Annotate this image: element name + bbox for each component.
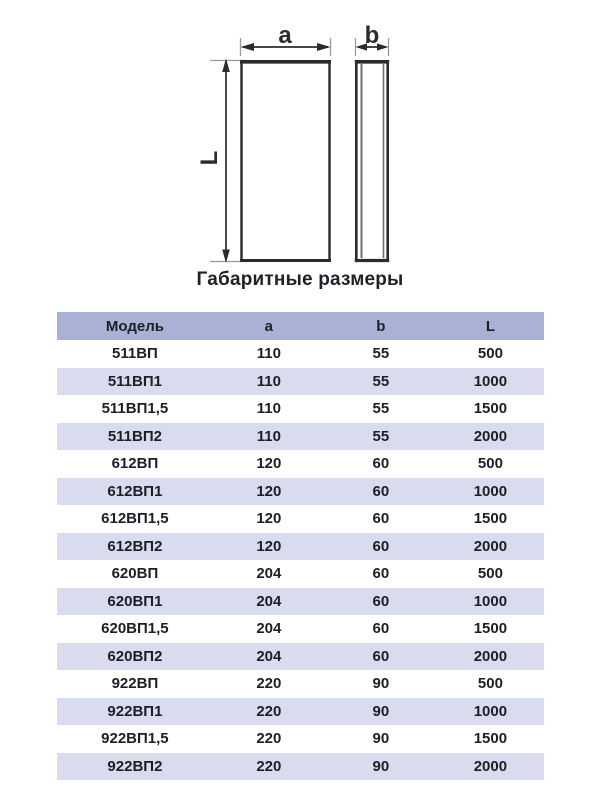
table-cell: 2000 — [437, 423, 544, 451]
table-cell: 500 — [437, 560, 544, 588]
column-header-model: Модель — [57, 312, 213, 340]
table-cell: 60 — [325, 643, 437, 671]
table-row — [57, 395, 544, 423]
table-cell: 620ВП — [57, 560, 213, 588]
dim-label-L: L — [196, 150, 223, 166]
table-row — [57, 615, 544, 643]
dim-arrow-L — [222, 59, 230, 264]
table-cell: 220 — [213, 725, 325, 753]
table-cell: 1000 — [437, 368, 544, 396]
table-cell: 204 — [213, 643, 325, 671]
table-cell: 1000 — [437, 698, 544, 726]
table-cell: 60 — [325, 478, 437, 506]
table-header-row — [57, 312, 544, 340]
table-cell: 120 — [213, 478, 325, 506]
table-cell: 90 — [325, 725, 437, 753]
table-cell: 612ВП1 — [57, 478, 213, 506]
table-row — [57, 725, 544, 753]
table-cell: 511ВП1 — [57, 368, 213, 396]
table-cell: 204 — [213, 560, 325, 588]
table-cell: 1500 — [437, 615, 544, 643]
table-cell: 922ВП2 — [57, 753, 213, 781]
column-header-b: b — [325, 312, 437, 340]
table-cell: 511ВП1,5 — [57, 395, 213, 423]
table-cell: 120 — [213, 450, 325, 478]
table-cell: 612ВП — [57, 450, 213, 478]
table-cell: 60 — [325, 505, 437, 533]
dim-label-b: b — [364, 22, 380, 49]
table-cell: 220 — [213, 753, 325, 781]
table-cell: 60 — [325, 588, 437, 616]
table-cell: 500 — [437, 670, 544, 698]
table-cell: 55 — [325, 368, 437, 396]
table-cell: 1500 — [437, 395, 544, 423]
table-cell: 55 — [325, 340, 437, 368]
table-cell: 1000 — [437, 588, 544, 616]
table-cell: 612ВП2 — [57, 533, 213, 561]
table-row — [57, 478, 544, 506]
table-cell: 1500 — [437, 505, 544, 533]
table-cell: 620ВП2 — [57, 643, 213, 671]
page-title: Габаритные размеры — [196, 269, 404, 290]
table-cell: 500 — [437, 340, 544, 368]
table-cell: 500 — [437, 450, 544, 478]
table-cell: 620ВП1 — [57, 588, 213, 616]
table-row — [57, 340, 544, 368]
table-cell: 204 — [213, 588, 325, 616]
table-cell: 60 — [325, 615, 437, 643]
table-cell: 120 — [213, 505, 325, 533]
table-cell: 90 — [325, 698, 437, 726]
table-header — [57, 312, 544, 340]
side-view — [355, 62, 389, 261]
table-row — [57, 643, 544, 671]
table-row — [57, 670, 544, 698]
table-cell: 2000 — [437, 753, 544, 781]
table-row — [57, 423, 544, 451]
dim-label-a: a — [278, 22, 292, 49]
table-row — [57, 505, 544, 533]
table-body — [57, 340, 544, 780]
table-row — [57, 698, 544, 726]
table-cell: 110 — [213, 340, 325, 368]
table-row — [57, 450, 544, 478]
table-cell: 60 — [325, 560, 437, 588]
table-cell: 60 — [325, 450, 437, 478]
table-cell: 922ВП1 — [57, 698, 213, 726]
table-cell: 922ВП — [57, 670, 213, 698]
table-cell: 220 — [213, 698, 325, 726]
table-cell: 511ВП — [57, 340, 213, 368]
table-cell: 204 — [213, 615, 325, 643]
table-cell: 220 — [213, 670, 325, 698]
table-row — [57, 533, 544, 561]
column-header-l: L — [437, 312, 544, 340]
table-cell: 2000 — [437, 533, 544, 561]
table-cell: 612ВП1,5 — [57, 505, 213, 533]
dimension-diagram — [0, 0, 600, 268]
table-cell: 90 — [325, 670, 437, 698]
dimensions-table — [57, 312, 544, 780]
table-cell: 511ВП2 — [57, 423, 213, 451]
table-cell: 55 — [325, 395, 437, 423]
column-header-a: a — [213, 312, 325, 340]
table-cell: 110 — [213, 395, 325, 423]
table-cell: 110 — [213, 423, 325, 451]
table-row — [57, 588, 544, 616]
table-row — [57, 753, 544, 781]
table-cell: 1500 — [437, 725, 544, 753]
table-cell: 60 — [325, 533, 437, 561]
table-cell: 120 — [213, 533, 325, 561]
front-view — [240, 62, 331, 261]
table-cell: 55 — [325, 423, 437, 451]
table-cell: 620ВП1,5 — [57, 615, 213, 643]
table-cell: 922ВП1,5 — [57, 725, 213, 753]
table-cell: 90 — [325, 753, 437, 781]
table-cell: 2000 — [437, 643, 544, 671]
table-cell: 110 — [213, 368, 325, 396]
table-row — [57, 368, 544, 396]
table-row — [57, 560, 544, 588]
table-cell: 1000 — [437, 478, 544, 506]
